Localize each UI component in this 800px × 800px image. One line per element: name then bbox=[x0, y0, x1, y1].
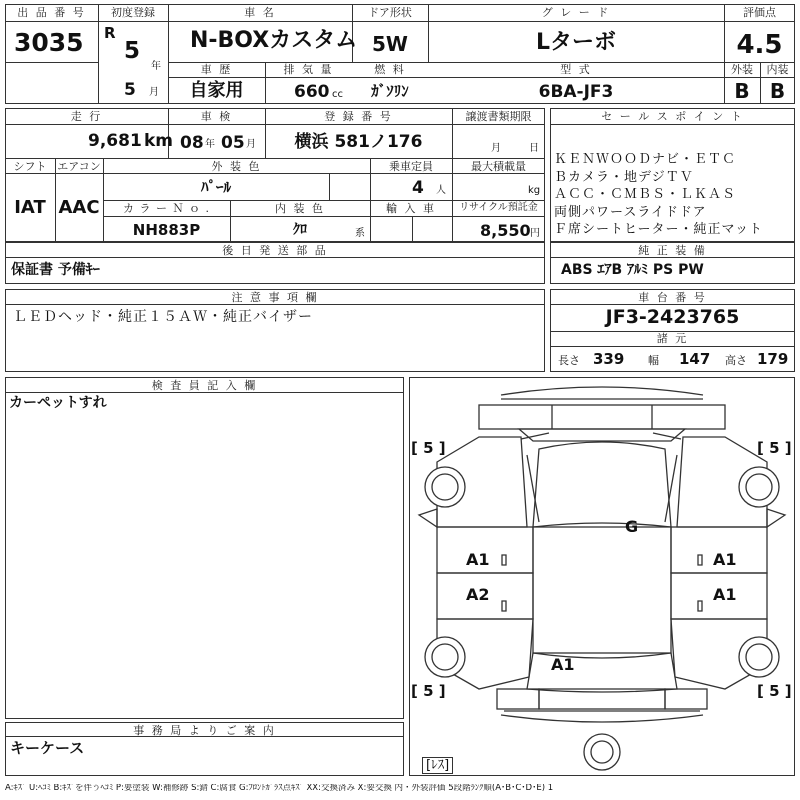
lot-no: 3035 bbox=[14, 28, 84, 57]
interior-score: B bbox=[769, 79, 786, 103]
width-label: 幅 bbox=[648, 354, 659, 367]
inspection-year-unit: 年 bbox=[205, 139, 215, 150]
inspector-note: カーペットすれ bbox=[9, 395, 107, 411]
damage-mark-left-front-door: A1 bbox=[466, 550, 490, 569]
aircon: AAC bbox=[58, 197, 100, 218]
door-type-label: ドア形状 bbox=[368, 6, 412, 19]
displacement: 660 bbox=[294, 82, 330, 102]
sales-point-item: 両側パワースライドドア bbox=[554, 204, 707, 220]
color-no: NH883P bbox=[132, 221, 201, 239]
recycle: 8,550 bbox=[480, 221, 531, 240]
inspection-month: 05 bbox=[221, 133, 245, 153]
car-name: N-BOXカスタム bbox=[190, 28, 358, 53]
tire-front-left-score: [ 5 ] bbox=[411, 439, 446, 457]
max-load-label: 最大積載量 bbox=[471, 160, 526, 173]
sales-points-label: セ ー ル ス ポ イ ン ト bbox=[601, 110, 744, 123]
capacity-unit: 人 bbox=[436, 185, 446, 196]
import-label: 輸 入 車 bbox=[386, 202, 436, 215]
later-parts-label: 後 日 発 送 部 品 bbox=[222, 244, 328, 257]
inspection-label: 車 検 bbox=[200, 110, 233, 123]
door-type: 5W bbox=[372, 32, 408, 56]
caution-note: ＬＥＤヘッド・純正１５ＡＷ・純正バイザー bbox=[13, 309, 313, 325]
tire-front-right-score: [ 5 ] bbox=[757, 439, 792, 457]
ext-color: ﾊﾟｰﾙ bbox=[200, 178, 231, 196]
dimensions-label: 諸 元 bbox=[656, 332, 689, 345]
chassis-no-label: 車 台 番 号 bbox=[638, 291, 707, 304]
shift-label: シフト bbox=[13, 160, 47, 173]
transfer-label: 譲渡書類期限 bbox=[465, 110, 532, 123]
height-value: 179 bbox=[757, 350, 789, 368]
sales-point-item: ＫＥＮＷＯＯＤナビ・ＥＴＣ bbox=[554, 152, 737, 167]
capacity-label: 乗車定員 bbox=[389, 160, 433, 173]
shift: IAT bbox=[14, 197, 46, 218]
mileage: 9,681 bbox=[88, 131, 142, 151]
month-unit: 月 bbox=[149, 87, 159, 98]
displacement-label: 排 気 量 bbox=[283, 63, 334, 76]
aircon-label: エアコン bbox=[57, 160, 101, 173]
office-notice-label: 事 務 局 よ り ご 案 内 bbox=[133, 724, 276, 737]
transfer-day-unit: 日 bbox=[529, 143, 539, 154]
damage-mark-right-front-door: A1 bbox=[713, 550, 737, 569]
int-color: ｸﾛ bbox=[293, 222, 307, 238]
displacement-unit: cc bbox=[332, 89, 343, 100]
first-reg-year: 5 bbox=[124, 38, 141, 64]
grade-label: グ レ ー ド bbox=[541, 6, 611, 19]
interior-label: 内装 bbox=[766, 63, 789, 76]
mileage-label: 走 行 bbox=[70, 110, 103, 123]
int-color-label: 内 装 色 bbox=[275, 202, 325, 215]
caution-label: 注 意 事 項 欄 bbox=[231, 291, 319, 304]
sales-point-item: Ｂカメラ・地デジＴＶ bbox=[554, 169, 694, 185]
inspector-frame bbox=[5, 377, 404, 719]
width-value: 147 bbox=[679, 350, 711, 368]
later-parts: 保証書 予備ｷｰ bbox=[11, 262, 100, 278]
fuel-label: 燃 料 bbox=[374, 63, 406, 76]
model-type: 6BA-JF3 bbox=[538, 82, 614, 102]
color-no-label: カ ラ ー Ｎ ｏ . bbox=[123, 202, 210, 215]
genuine-equip: ABS ｴｱB ｱﾙﾐ PS PW bbox=[561, 262, 704, 278]
first-reg-month: 5 bbox=[124, 80, 136, 100]
car-diagram bbox=[409, 377, 795, 776]
car-name-label: 車 名 bbox=[244, 6, 276, 19]
length-label: 長さ bbox=[558, 354, 580, 367]
recycle-label: リサイクル預託金 bbox=[459, 202, 538, 213]
year-unit: 年 bbox=[151, 61, 161, 72]
history-label: 車 歴 bbox=[200, 63, 233, 76]
history: 自家用 bbox=[189, 80, 244, 101]
sales-point-item: ＡＣＣ・ＣＭＢＳ・ＬＫＡＳ bbox=[554, 187, 737, 202]
era-mark: R bbox=[104, 24, 116, 42]
genuine-equip-label: 純 正 装 備 bbox=[638, 244, 707, 257]
inspection-month-unit: 月 bbox=[246, 139, 256, 150]
exterior-label: 外装 bbox=[731, 63, 753, 76]
lot-no-label: 出 品 番 号 bbox=[17, 6, 86, 19]
inspector-label: 検 査 員 記 入 欄 bbox=[151, 379, 258, 392]
height-label: 高さ bbox=[725, 354, 747, 367]
exterior-score: B bbox=[734, 79, 750, 103]
sales-points-list bbox=[554, 151, 794, 239]
tire-rear-right-score: [ 5 ] bbox=[757, 682, 792, 700]
reg-no-label: 登 録 番 号 bbox=[324, 110, 393, 123]
length-value: 339 bbox=[593, 350, 625, 368]
inspection-year: 08 bbox=[180, 133, 204, 153]
chassis-no: JF3-2423765 bbox=[605, 306, 740, 328]
tire-rear-left-score: [ 5 ] bbox=[411, 682, 446, 700]
legend: A:ｷｽﾞ U:ﾍｺﾐ B:ｷｽﾞを伴うﾍｺﾐ P:要塗装 W:補修跡 S:錆 C:腐食 G:ﾌﾛﾝﾄｶﾞﾗｽ点ｷｽﾞ XX:交換済み X:要交換 内・外装評価 5段階ﾗﾝｸ順(A･B･C･D･E) 1 bbox=[5, 784, 554, 793]
sales-point-item: Ｆ席シートヒーター・純正マット bbox=[554, 222, 763, 237]
reg-no: 横浜 581ノ176 bbox=[294, 132, 423, 152]
fuel: ｶﾞｿﾘﾝ bbox=[371, 82, 409, 100]
damage-mark-left-rear-door: A2 bbox=[466, 585, 490, 604]
score: 4.5 bbox=[736, 30, 783, 60]
max-load-unit: kg bbox=[528, 185, 541, 196]
recycle-unit: 円 bbox=[530, 228, 540, 239]
damage-mark-right-rear-door: A1 bbox=[713, 585, 737, 604]
mileage-unit: km bbox=[144, 131, 174, 151]
score-label: 評価点 bbox=[743, 6, 776, 19]
int-color-unit: 系 bbox=[355, 228, 365, 239]
capacity: 4 bbox=[412, 178, 424, 198]
damage-mark-rear: A1 bbox=[551, 655, 575, 674]
spare-tire-note: [ﾚｽ] bbox=[422, 757, 453, 774]
grade: Lターボ bbox=[535, 30, 617, 55]
damage-mark-glass: G bbox=[625, 517, 639, 536]
model-type-label: 型 式 bbox=[560, 63, 592, 76]
office-note: キーケース bbox=[10, 739, 85, 757]
spec-frame bbox=[5, 108, 545, 242]
first-reg-label: 初度登録 bbox=[111, 6, 155, 19]
transfer-month-unit: 月 bbox=[491, 143, 501, 154]
ext-color-label: 外 装 色 bbox=[211, 160, 262, 173]
